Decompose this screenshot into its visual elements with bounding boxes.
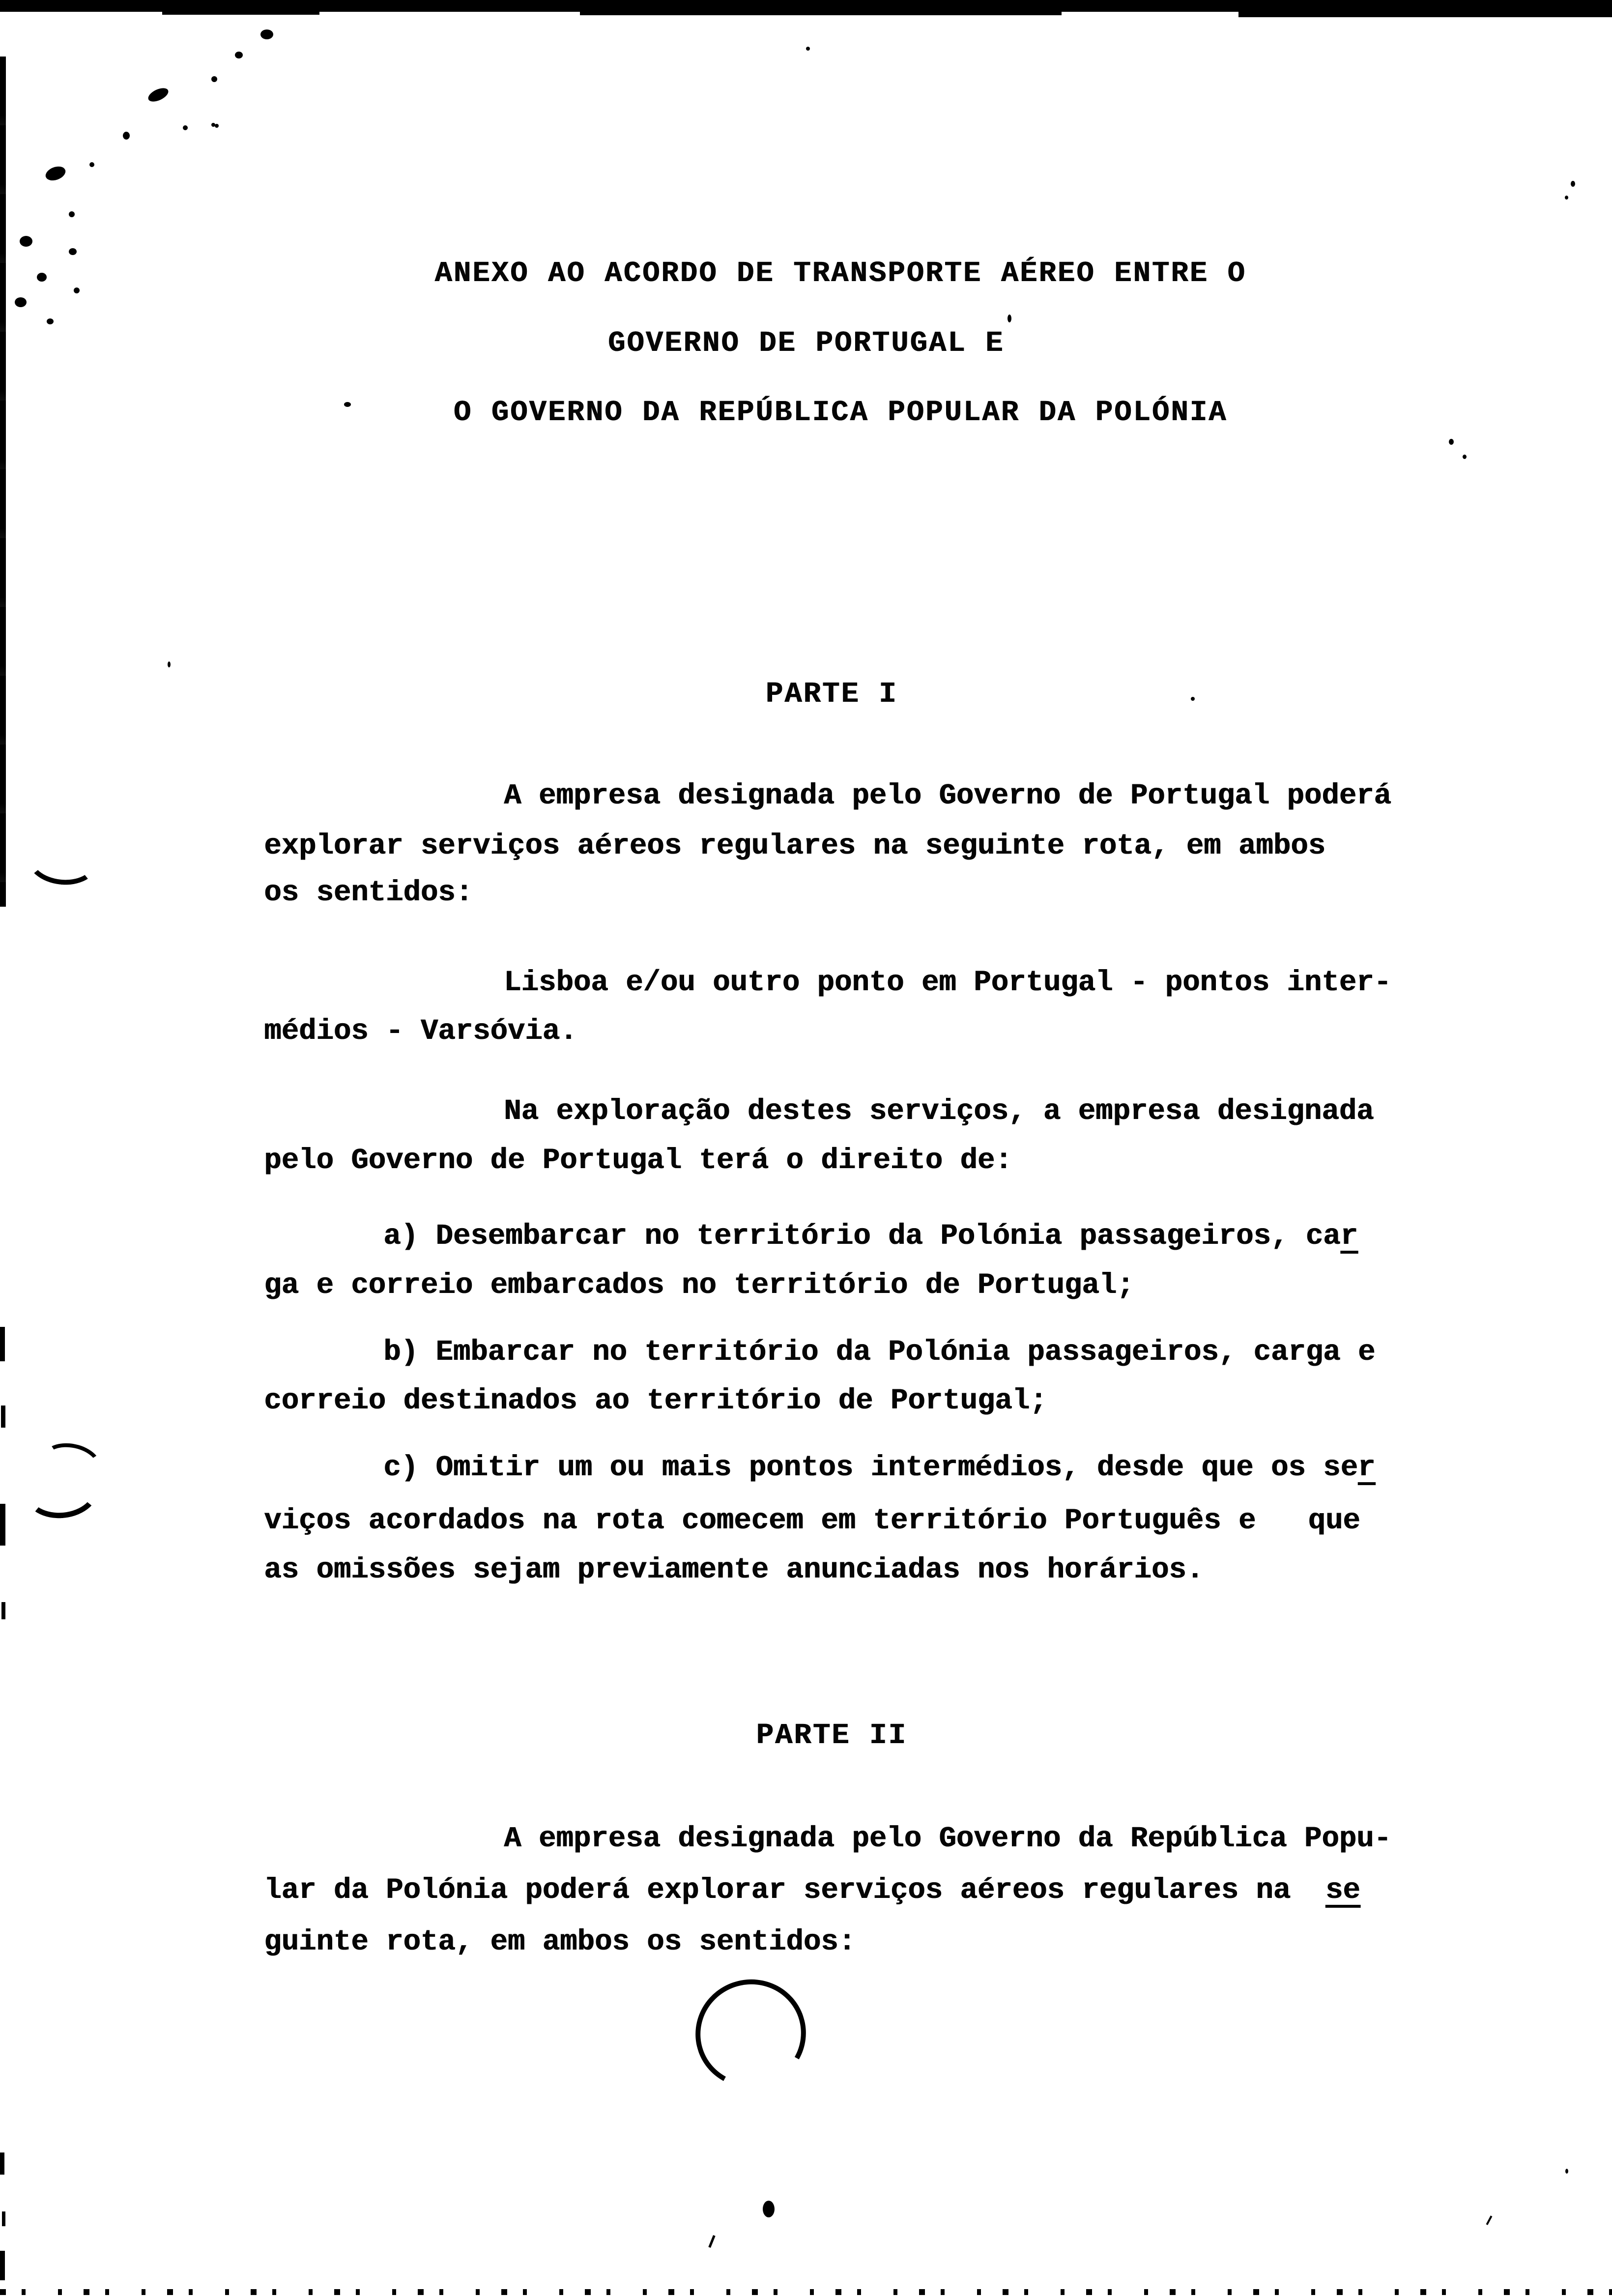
ink-speck (74, 287, 80, 293)
paragraph-line: médios - Varsóvia. (264, 1015, 577, 1048)
list-item-c-line-1 (383, 1445, 1375, 1491)
ink-speck (47, 318, 54, 324)
list-item-c-line-2: viços acordados na rota comecem em território Português e que (264, 1504, 1360, 1537)
ink-speck (168, 661, 171, 667)
paragraph-line: Lisboa e/ou outro ponto em Portugal - pontos inter- (504, 966, 1391, 999)
ink-speck (1565, 2169, 1568, 2174)
heading-parte-2: PARTE II (756, 1719, 907, 1752)
ink-speck (146, 86, 170, 105)
paragraph-line (264, 1868, 1360, 1913)
ink-speck (235, 52, 243, 58)
ink-speck (260, 29, 273, 39)
heading-parte-1: PARTE I (765, 678, 898, 711)
scan-left-edge-fragment (1, 1602, 5, 1619)
scan-top-edge-smear (1238, 10, 1612, 17)
title-line-1: ANEXO AO ACORDO DE TRANSPORTE AÉREO ENTRE O (434, 257, 1246, 290)
scan-left-edge-fragment (0, 1504, 5, 1546)
scan-top-edge-smear (580, 11, 1062, 15)
hyphenation-underline: r (1340, 1220, 1358, 1253)
ink-speck (1571, 181, 1575, 187)
scan-left-edge-fragment (0, 2251, 5, 2280)
ink-speck (123, 132, 130, 140)
ink-speck (44, 164, 67, 183)
paragraph-line: A empresa designada pelo Governo de Portugal poderá (504, 779, 1391, 812)
scan-left-edge-fragment (2, 2211, 5, 2226)
ink-speck (211, 76, 217, 82)
ink-speck (1008, 315, 1011, 322)
scan-bottom-edge (0, 2289, 1612, 2295)
ink-speck (183, 125, 188, 130)
ink-speck (215, 124, 219, 128)
title-line-3: O GOVERNO DA REPÚBLICA POPULAR DA POLÓNIA (453, 396, 1228, 429)
ink-speck (15, 297, 27, 307)
ink-blot (763, 2201, 775, 2217)
ink-speck (69, 211, 75, 217)
ink-speck (20, 236, 32, 247)
list-item-text: a) Desembarcar no território da Polónia passageiros, ca (383, 1220, 1341, 1253)
scan-left-edge-fragment (0, 1327, 5, 1361)
ink-speck (37, 273, 47, 282)
list-item-b-line-2: correio destinados ao território de Portugal; (264, 1384, 1047, 1417)
pen-tick (708, 2235, 715, 2248)
scan-left-edge-fragment (0, 2152, 4, 2175)
pen-tick (1486, 2215, 1493, 2225)
ink-speck (1463, 455, 1467, 459)
list-item-a-line-1 (383, 1214, 1358, 1259)
hyphenation-underline: r (1357, 1451, 1376, 1484)
scan-left-edge-fragment (1, 1406, 5, 1428)
paragraph-line: os sentidos: (264, 876, 473, 909)
ink-speck (806, 47, 810, 51)
ink-speck (1565, 196, 1568, 200)
paragraph-text: lar da Polónia poderá explorar serviços aéreos regulares na (264, 1874, 1325, 1907)
list-item-c-line-3: as omissões sejam previamente anunciadas nos horários. (264, 1553, 1204, 1586)
ink-speck (89, 162, 94, 167)
ink-speck (344, 402, 351, 407)
list-item-a-line-2: ga e correio embarcados no território de Portugal; (264, 1269, 1134, 1302)
scan-left-edge (0, 57, 6, 907)
ink-speck (1191, 697, 1195, 701)
scan-top-edge-smear (162, 11, 319, 15)
title-line-2: GOVERNO DE PORTUGAL E (607, 327, 1005, 360)
list-item-b-line-1: b) Embarcar no território da Polónia passageiros, carga e (383, 1336, 1376, 1369)
ink-speck (1449, 439, 1454, 445)
hyphenation-underline: se (1325, 1874, 1360, 1907)
paragraph-line: guinte rota, em ambos os sentidos: (264, 1925, 856, 1958)
paragraph-line: Na exploração destes serviços, a empresa designada (504, 1095, 1374, 1128)
pen-smile-mark (25, 832, 101, 889)
paragraph-line: pelo Governo de Portugal terá o direito de: (264, 1144, 1012, 1177)
ink-speck (69, 248, 77, 255)
paragraph-line: explorar serviços aéreos regulares na seguinte rota, em ambos (264, 830, 1325, 862)
paragraph-line: A empresa designada pelo Governo da República Popu- (504, 1822, 1391, 1855)
list-item-text: c) Omitir um ou mais pontos intermédios, desde que os se (383, 1451, 1358, 1484)
pen-circle-mark (683, 1966, 819, 2100)
